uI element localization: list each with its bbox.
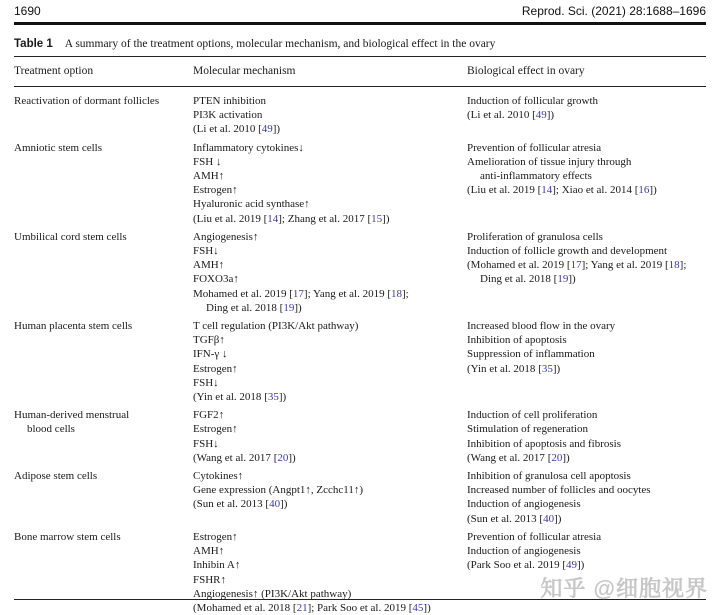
cell-line: (Sun et al. 2013 [40]) [193,498,288,511]
cell-line: (Mohamed et al. 2019 [17]; Yang et al. 2019 [18]; [467,259,687,272]
cell-line: Increased number of follicles and oocytes [467,484,651,497]
cell-line: FSH↓ [193,376,219,389]
reference-number: 14 [267,212,279,225]
cell-line: Angiogenesis↑ (PI3K/Akt pathway) [193,587,352,600]
mechanism-cell [193,530,467,615]
reference-number: 21 [296,601,308,614]
treatment-cell [14,469,193,526]
cell-line: AMH↑ [193,259,225,272]
reference-number: 19 [283,301,295,314]
effect-cell [467,408,706,465]
cell-line: TGFβ↑ [193,334,225,347]
treatment-cell [14,530,193,615]
cell-line: (Wang et al. 2017 [20]) [467,451,570,464]
reference-number: 14 [541,184,553,197]
table-caption-text: A summary of the treatment options, molecular mechanism, and biological effect in the ovary [64,38,496,50]
reference-number: 45 [412,601,424,614]
effect-cell [467,319,706,404]
treatment-cell [14,141,193,226]
cell-line: (Liu et al. 2019 [14]; Xiao et al. 2014 [16]) [467,184,657,197]
journal-citation: Reprod. Sci. (2021) 28:1688–1696 [521,4,706,18]
cell-line: Stimulation of regeneration [467,423,588,436]
cell-line: Estrogen↑ [193,362,238,375]
reference-number: 20 [277,451,289,464]
cell-line: Bone marrow stem cells [14,530,121,543]
reference-number: 18 [668,259,680,272]
cell-line: Adipose stem cells [14,470,98,483]
cell-line: (Wang et al. 2017 [20]) [193,451,296,464]
cell-line: Human-derived menstrual [14,409,130,422]
cell-line: Reactivation of dormant follicles [14,95,160,107]
reference-number: 40 [269,498,281,511]
reference-number: 35 [541,362,553,375]
treatment-cell [14,319,193,404]
cell-line: Angiogenesis↑ [193,230,259,243]
cell-line: Inhibition of apoptosis [467,334,567,347]
cell-line: anti-inflammatory effects [480,170,592,183]
mechanism-cell [193,94,467,137]
cell-line: (Yin et al. 2018 [35]) [467,362,561,375]
cell-line: Gene expression (Angpt1↑, Zcchc11↑) [193,484,364,497]
cell-line: Ding et al. 2018 [19]) [480,273,576,286]
table-row [14,141,706,226]
cell-line: AMH↑ [193,545,225,558]
cell-line: Estrogen↑ [193,530,238,543]
cell-line: Inhibition of apoptosis and fibrosis [467,437,621,450]
mechanism-cell [193,469,467,526]
column-header-molecular-mechanism: Molecular mechanism [193,65,296,77]
cell-line: Prevention of follicular atresia [467,141,602,154]
cell-line: Inhibition of granulosa cell apoptosis [467,470,631,483]
cell-line: (Liu et al. 2019 [14]; Zhang et al. 2017 [15]) [193,212,390,225]
table-row [14,230,706,315]
treatment-cell [14,230,193,315]
column-header-biological-effect: Biological effect in ovary [467,65,585,77]
column-header-treatment-option: Treatment option [14,65,94,77]
reference-number: 19 [557,273,569,286]
effect-cell [467,94,706,137]
reference-number: 17 [292,287,304,300]
treatment-table [14,57,706,615]
cell-line: Induction of angiogenesis [467,545,581,558]
cell-line: PTEN inhibition [193,95,267,107]
table-row [14,94,706,137]
cell-line: Amelioration of tissue injury through [467,155,632,168]
cell-line: Induction of angiogenesis [467,498,581,511]
cell-line: Hyaluronic acid synthase↑ [193,198,310,211]
cell-line: Proliferation of granulosa cells [467,230,603,243]
cell-line: (Park Soo et al. 2019 [49]) [467,559,585,572]
cell-line: IFN-γ ↓ [193,348,228,361]
cell-line: (Yin et al. 2018 [35]) [193,391,287,404]
cell-line: FSH ↓ [193,155,222,168]
reference-number: 49 [566,559,577,572]
cell-line: Human placenta stem cells [14,320,133,333]
table-row [14,319,706,404]
cell-line: (Sun et al. 2013 [40]) [467,512,562,525]
page-number: 1690 [14,4,41,18]
effect-cell [467,469,706,526]
effect-cell [467,141,706,226]
cell-line: Increased blood flow in the ovary [467,320,616,333]
cell-line: Inhibin A↑ [193,559,241,572]
mechanism-cell [193,230,467,315]
cell-line: Estrogen↑ [193,184,238,197]
mechanism-cell [193,319,467,404]
cell-line: FSH↓ [193,245,219,258]
cell-line: Estrogen↑ [193,423,238,436]
reference-number: 40 [543,512,555,525]
cell-line: FOXO3a↑ [193,273,239,286]
watermark: 知乎 @细胞视界 [540,576,708,601]
cell-line: Ding et al. 2018 [19]) [206,301,302,314]
table-row [14,469,706,526]
cell-line: Suppression of inflammation [467,348,595,361]
treatment-cell [14,94,193,137]
cell-line: FSHR↑ [193,573,227,586]
cell-line: FGF2↑ [193,409,225,422]
cell-line: (Mohamed et al. 2018 [21]; Park Soo et al. 2019 [45]) [193,601,431,614]
reference-number: 49 [261,123,273,136]
mechanism-cell [193,408,467,465]
mechanism-cell [193,141,467,226]
cell-line: FSH↓ [193,437,219,450]
cell-line: AMH↑ [193,170,225,183]
cell-line: blood cells [27,423,75,436]
cell-line: Induction of follicle growth and development [467,245,668,258]
cell-line: Cytokines↑ [193,470,244,483]
reference-number: 49 [535,109,547,122]
reference-number: 20 [551,451,563,464]
reference-number: 17 [570,259,582,272]
effect-cell [467,230,706,315]
running-head [14,4,706,25]
cell-line: Mohamed et al. 2019 [17]; Yang et al. 2019 [18]; [193,287,409,300]
table-caption [14,38,706,57]
reference-number: 16 [638,184,650,197]
table-body [14,87,706,615]
table-header-row [14,57,706,87]
cell-line: (Li et al. 2010 [49]) [193,123,281,136]
cell-line: Induction of cell proliferation [467,409,598,422]
treatment-cell [14,408,193,465]
cell-line: PI3K activation [193,109,263,122]
cell-line: Inflammatory cytokines↓ [193,141,304,154]
reference-number: 15 [371,212,383,225]
cell-line: Prevention of follicular atresia [467,530,602,543]
cell-line: (Li et al. 2010 [49]) [467,109,555,122]
table-caption-label: Table 1 [14,38,53,50]
table-row [14,408,706,465]
cell-line: T cell regulation (PI3K/Akt pathway) [193,320,359,333]
cell-line: Amniotic stem cells [14,141,102,154]
reference-number: 35 [267,391,279,404]
cell-line: Umbilical cord stem cells [14,230,127,243]
cell-line: Induction of follicular growth [467,95,599,107]
reference-number: 18 [391,287,402,300]
